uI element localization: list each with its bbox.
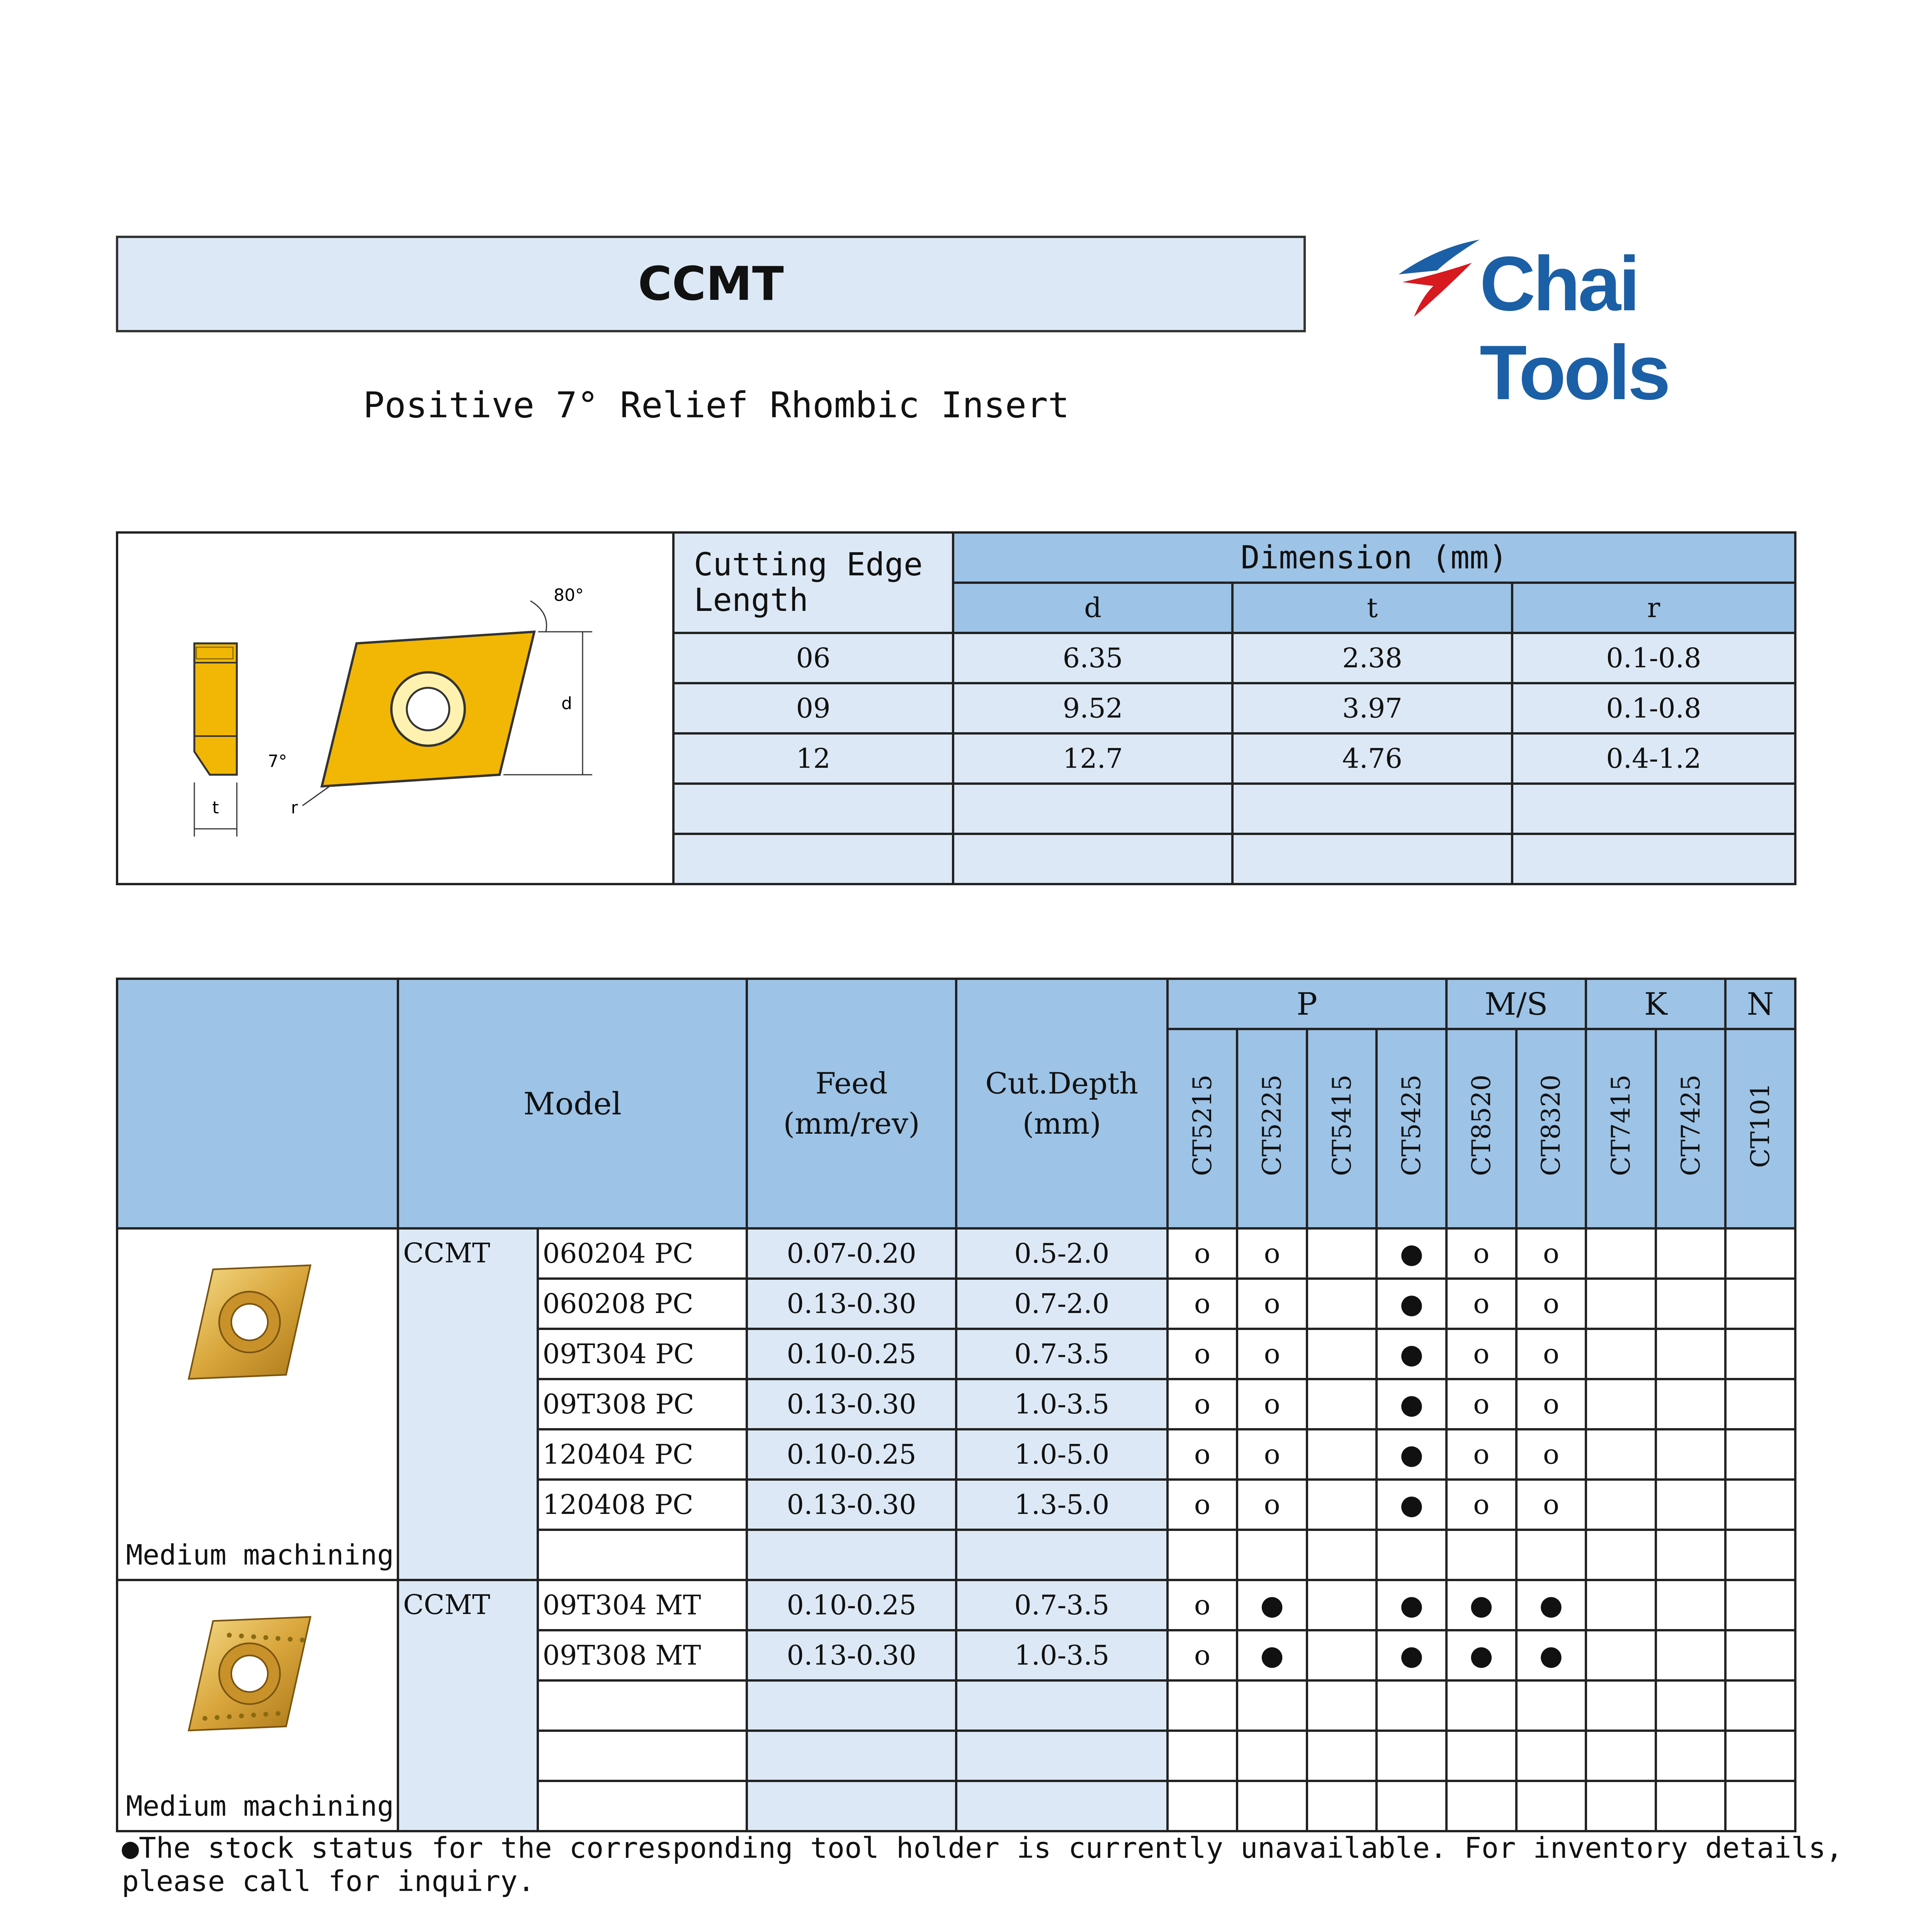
grade-mark-cell xyxy=(1446,1781,1516,1831)
grade-mark-cell xyxy=(1377,1781,1446,1831)
grade-mark-cell: o xyxy=(1168,1630,1237,1680)
model-cell: 060208 PC xyxy=(538,1279,747,1329)
grade-mark-cell xyxy=(1307,1580,1377,1630)
grade-mark-cell: o xyxy=(1237,1279,1307,1329)
grade-mark-cell: ● xyxy=(1377,1480,1446,1530)
grade-mark-cell: o xyxy=(1168,1580,1237,1630)
model-cell: 060204 PC xyxy=(538,1228,747,1279)
model-cell: 09T308 PC xyxy=(538,1379,747,1429)
grade-mark-cell xyxy=(1656,1480,1726,1530)
depth-cell xyxy=(956,1530,1168,1580)
grade-mark-cell: ● xyxy=(1446,1580,1516,1630)
grade-mark-cell: o xyxy=(1446,1279,1516,1329)
col-depth-line2: (mm) xyxy=(1022,1106,1101,1141)
grade-mark-cell xyxy=(1446,1731,1516,1781)
grade-mark-cell xyxy=(1586,1580,1656,1630)
grade-ct8520: CT8520 xyxy=(1466,1075,1496,1176)
feed-cell: 0.13-0.30 xyxy=(747,1379,956,1429)
col-feed-line1: Feed xyxy=(815,1066,888,1100)
col-r: r xyxy=(1512,583,1795,633)
grade-ct101: CT101 xyxy=(1745,1083,1776,1168)
insert-photo xyxy=(149,1597,350,1759)
grade-mark-cell xyxy=(1237,1781,1307,1831)
grade-mark-cell: o xyxy=(1168,1429,1237,1480)
grade-mark-cell: o xyxy=(1168,1379,1237,1429)
grade-mark-cell xyxy=(1725,1480,1795,1530)
col-d: d xyxy=(953,583,1232,633)
col-feed xyxy=(747,979,956,1228)
logo-swoosh-icon xyxy=(1391,232,1484,332)
relief-angle-label: 7° xyxy=(267,751,287,771)
grade-mark-cell xyxy=(1307,1781,1377,1831)
grade-mark-cell: o xyxy=(1446,1480,1516,1530)
grade-mark-cell xyxy=(1168,1731,1237,1781)
grade-mark-cell xyxy=(1656,1731,1726,1781)
grade-mark-cell xyxy=(1307,1279,1377,1329)
grade-mark-cell xyxy=(1237,1731,1307,1781)
feed-cell xyxy=(747,1781,956,1831)
t-label: t xyxy=(212,798,219,818)
grade-mark-cell: o xyxy=(1446,1379,1516,1429)
grade-mark-cell xyxy=(1586,1329,1656,1379)
grade-mark-cell xyxy=(1307,1480,1377,1530)
depth-cell: 0.7-3.5 xyxy=(956,1329,1168,1379)
feed-cell xyxy=(747,1530,956,1580)
insert-image-cell xyxy=(117,1580,398,1831)
side-view xyxy=(194,643,287,837)
model-cell: 120404 PC xyxy=(538,1429,747,1480)
grade-ct8320: CT8320 xyxy=(1536,1075,1566,1176)
group-p: P xyxy=(1168,979,1446,1029)
col-t: t xyxy=(1232,583,1512,633)
series-cell: CCMT xyxy=(398,1228,537,1580)
grade-mark-cell xyxy=(1516,1781,1586,1831)
grade-mark-cell xyxy=(1656,1530,1726,1580)
grade-mark-cell: o xyxy=(1237,1379,1307,1429)
group-n: N xyxy=(1725,979,1795,1029)
grade-mark-cell: o xyxy=(1516,1429,1586,1480)
grade-mark-cell xyxy=(1307,1329,1377,1379)
grade-mark-cell: o xyxy=(1168,1228,1237,1279)
grade-mark-cell xyxy=(1725,1680,1795,1731)
grade-mark-cell xyxy=(1725,1429,1795,1480)
feed-cell: 0.13-0.30 xyxy=(747,1630,956,1680)
grade-mark-cell xyxy=(1656,1580,1726,1630)
r-label: r xyxy=(291,798,298,818)
model-cell xyxy=(538,1731,747,1781)
grade-ct5415: CT5415 xyxy=(1327,1075,1357,1176)
grade-mark-cell xyxy=(1586,1379,1656,1429)
r-cell: 0.1-0.8 xyxy=(1512,683,1795,733)
grade-mark-cell: o xyxy=(1516,1379,1586,1429)
feed-cell: 0.10-0.25 xyxy=(747,1329,956,1379)
depth-cell xyxy=(956,1680,1168,1731)
t-cell: 3.97 xyxy=(1232,683,1512,733)
grade-mark-cell xyxy=(1586,1630,1656,1680)
insert-drawing xyxy=(121,535,670,875)
grade-mark-cell xyxy=(1586,1228,1656,1279)
depth-cell xyxy=(956,1731,1168,1781)
grade-mark-cell xyxy=(1168,1680,1237,1731)
grade-mark-cell: o xyxy=(1237,1429,1307,1480)
table-row xyxy=(117,1580,1795,1630)
grade-mark-cell: o xyxy=(1168,1329,1237,1379)
col-model: Model xyxy=(398,979,747,1228)
d-cell: 6.35 xyxy=(953,633,1232,683)
grade-mark-cell xyxy=(1307,1530,1377,1580)
grade-mark-cell xyxy=(1516,1731,1586,1781)
d-label: d xyxy=(561,693,572,713)
grade-mark-cell: ● xyxy=(1377,1429,1446,1480)
depth-cell: 0.7-3.5 xyxy=(956,1580,1168,1630)
grade-mark-cell: ● xyxy=(1237,1630,1307,1680)
t-cell: 2.38 xyxy=(1232,633,1512,683)
grade-mark-cell xyxy=(1307,1379,1377,1429)
grade-mark-cell xyxy=(1237,1530,1307,1580)
feed-cell xyxy=(747,1731,956,1781)
feed-cell: 0.13-0.30 xyxy=(747,1279,956,1329)
grade-mark-cell xyxy=(1586,1480,1656,1530)
dimension-table xyxy=(116,531,1796,885)
grade-ct5425: CT5425 xyxy=(1397,1075,1427,1176)
grade-mark-cell: o xyxy=(1516,1329,1586,1379)
grade-mark-cell xyxy=(1656,1429,1726,1480)
model-cell: 120408 PC xyxy=(538,1480,747,1530)
grade-mark-cell xyxy=(1516,1680,1586,1731)
grade-mark-cell xyxy=(1586,1530,1656,1580)
grade-mark-cell: ● xyxy=(1377,1379,1446,1429)
grade-mark-cell xyxy=(1377,1731,1446,1781)
r-cell: 0.4-1.2 xyxy=(1512,733,1795,784)
grade-mark-cell: ● xyxy=(1377,1228,1446,1279)
grade-mark-cell xyxy=(1725,1329,1795,1379)
group-k: K xyxy=(1586,979,1725,1029)
depth-cell xyxy=(956,1781,1168,1831)
grade-mark-cell: ● xyxy=(1377,1630,1446,1680)
model-cell xyxy=(538,1781,747,1831)
grade-mark-cell xyxy=(1307,1630,1377,1680)
depth-cell: 1.0-5.0 xyxy=(956,1429,1168,1480)
grade-mark-cell: ● xyxy=(1516,1630,1586,1680)
depth-cell: 1.0-3.5 xyxy=(956,1630,1168,1680)
length-cell: 09 xyxy=(673,683,953,733)
grade-mark-cell xyxy=(1725,1228,1795,1279)
logo-word-chai: Chai xyxy=(1480,241,1638,327)
depth-cell: 0.5-2.0 xyxy=(956,1228,1168,1279)
grade-mark-cell: ● xyxy=(1377,1279,1446,1329)
insert-image-cell xyxy=(117,1228,398,1580)
d-cell: 12.7 xyxy=(953,733,1232,784)
grade-mark-cell xyxy=(1586,1429,1656,1480)
grade-mark-cell: o xyxy=(1168,1480,1237,1530)
col-dimension: Dimension (mm) xyxy=(953,532,1795,583)
grade-mark-cell: ● xyxy=(1516,1580,1586,1630)
grade-mark-cell xyxy=(1446,1530,1516,1580)
d-cell: 9.52 xyxy=(953,683,1232,733)
depth-cell: 0.7-2.0 xyxy=(956,1279,1168,1329)
grade-mark-cell xyxy=(1725,1731,1795,1781)
feed-cell: 0.10-0.25 xyxy=(747,1580,956,1630)
top-view xyxy=(291,585,592,818)
grade-mark-cell: ● xyxy=(1377,1580,1446,1630)
col-cut-depth xyxy=(956,979,1168,1228)
grade-mark-cell: o xyxy=(1516,1228,1586,1279)
grade-mark-cell: o xyxy=(1237,1329,1307,1379)
feed-cell xyxy=(747,1680,956,1731)
grade-ct5215: CT5215 xyxy=(1187,1075,1217,1176)
machining-caption: Medium machining xyxy=(126,1790,394,1822)
grade-mark-cell: ● xyxy=(1377,1329,1446,1379)
grade-mark-cell xyxy=(1656,1379,1726,1429)
grade-mark-cell xyxy=(1656,1781,1726,1831)
grade-mark-cell xyxy=(1516,1530,1586,1580)
col-depth-line1: Cut.Depth xyxy=(985,1066,1139,1100)
grade-mark-cell xyxy=(1656,1329,1726,1379)
grade-mark-cell xyxy=(1725,1630,1795,1680)
grade-mark-cell xyxy=(1656,1279,1726,1329)
grade-mark-cell xyxy=(1377,1530,1446,1580)
grade-mark-cell: o xyxy=(1237,1228,1307,1279)
grade-ct7425: CT7425 xyxy=(1676,1075,1706,1176)
t-cell: 4.76 xyxy=(1232,733,1512,784)
feed-cell: 0.13-0.30 xyxy=(747,1480,956,1530)
model-cell: 09T304 MT xyxy=(538,1580,747,1630)
grade-mark-cell xyxy=(1377,1680,1446,1731)
grade-mark-cell xyxy=(1586,1731,1656,1781)
grade-mark-cell: o xyxy=(1168,1279,1237,1329)
feed-cell: 0.07-0.20 xyxy=(747,1228,956,1279)
grade-mark-cell xyxy=(1307,1228,1377,1279)
grade-mark-cell xyxy=(1725,1530,1795,1580)
angle-label: 80° xyxy=(553,585,584,605)
length-cell: 12 xyxy=(673,733,953,784)
chai-tools-logo xyxy=(1391,232,1762,416)
grade-table xyxy=(116,978,1796,1832)
col-feed-line2: (mm/rev) xyxy=(783,1106,920,1141)
table-row xyxy=(117,1228,1795,1279)
grade-mark-cell xyxy=(1586,1279,1656,1329)
grade-mark-cell xyxy=(1586,1680,1656,1731)
grade-mark-cell xyxy=(1237,1680,1307,1731)
insert-photo xyxy=(149,1245,350,1407)
grade-mark-cell xyxy=(1656,1630,1726,1680)
grade-mark-cell xyxy=(1725,1580,1795,1630)
length-cell: 06 xyxy=(673,633,953,683)
grade-mark-cell xyxy=(1725,1781,1795,1831)
grade-mark-cell xyxy=(1307,1429,1377,1480)
grade-mark-cell xyxy=(1586,1781,1656,1831)
grade-mark-cell xyxy=(1168,1781,1237,1831)
grade-mark-cell xyxy=(1656,1228,1726,1279)
model-cell: 09T304 PC xyxy=(538,1329,747,1379)
feed-cell: 0.10-0.25 xyxy=(747,1429,956,1480)
grade-mark-cell: o xyxy=(1237,1480,1307,1530)
stock-note: ●The stock status for the corresponding tool holder is currently unavailable. For inventory details, please call for inquiry. xyxy=(122,1832,1843,1898)
model-cell: 09T308 MT xyxy=(538,1630,747,1680)
grade-mark-cell xyxy=(1446,1680,1516,1731)
grade-mark-cell: o xyxy=(1516,1279,1586,1329)
depth-cell: 1.0-3.5 xyxy=(956,1379,1168,1429)
grade-mark-cell xyxy=(1725,1379,1795,1429)
group-m-s: M/S xyxy=(1446,979,1586,1029)
series-cell: CCMT xyxy=(398,1580,537,1831)
col-cutting-edge-length: Cutting Edge Length xyxy=(673,532,953,633)
model-cell xyxy=(538,1530,747,1580)
grade-mark-cell: ● xyxy=(1446,1630,1516,1680)
page-title: CCMT xyxy=(116,236,1306,332)
grade-mark-cell xyxy=(1725,1279,1795,1329)
grade-mark-cell: o xyxy=(1446,1429,1516,1480)
depth-cell: 1.3-5.0 xyxy=(956,1480,1168,1530)
grade-mark-cell: o xyxy=(1446,1329,1516,1379)
logo-word-tools: Tools xyxy=(1480,330,1669,416)
grade-mark-cell xyxy=(1656,1680,1726,1731)
model-cell xyxy=(538,1680,747,1731)
insert-diagram xyxy=(117,532,673,884)
grade-ct5225: CT5225 xyxy=(1257,1075,1287,1176)
r-cell: 0.1-0.8 xyxy=(1512,633,1795,683)
grade-mark-cell xyxy=(1168,1530,1237,1580)
grade-ct7415: CT7415 xyxy=(1606,1075,1636,1176)
grade-mark-cell xyxy=(1307,1680,1377,1731)
grade-mark-cell xyxy=(1307,1731,1377,1781)
grade-mark-cell: o xyxy=(1516,1480,1586,1530)
grade-mark-cell: ● xyxy=(1237,1580,1307,1630)
subtitle: Positive 7° Relief Rhombic Insert xyxy=(363,384,1069,426)
machining-caption: Medium machining xyxy=(126,1539,394,1571)
grade-mark-cell: o xyxy=(1446,1228,1516,1279)
